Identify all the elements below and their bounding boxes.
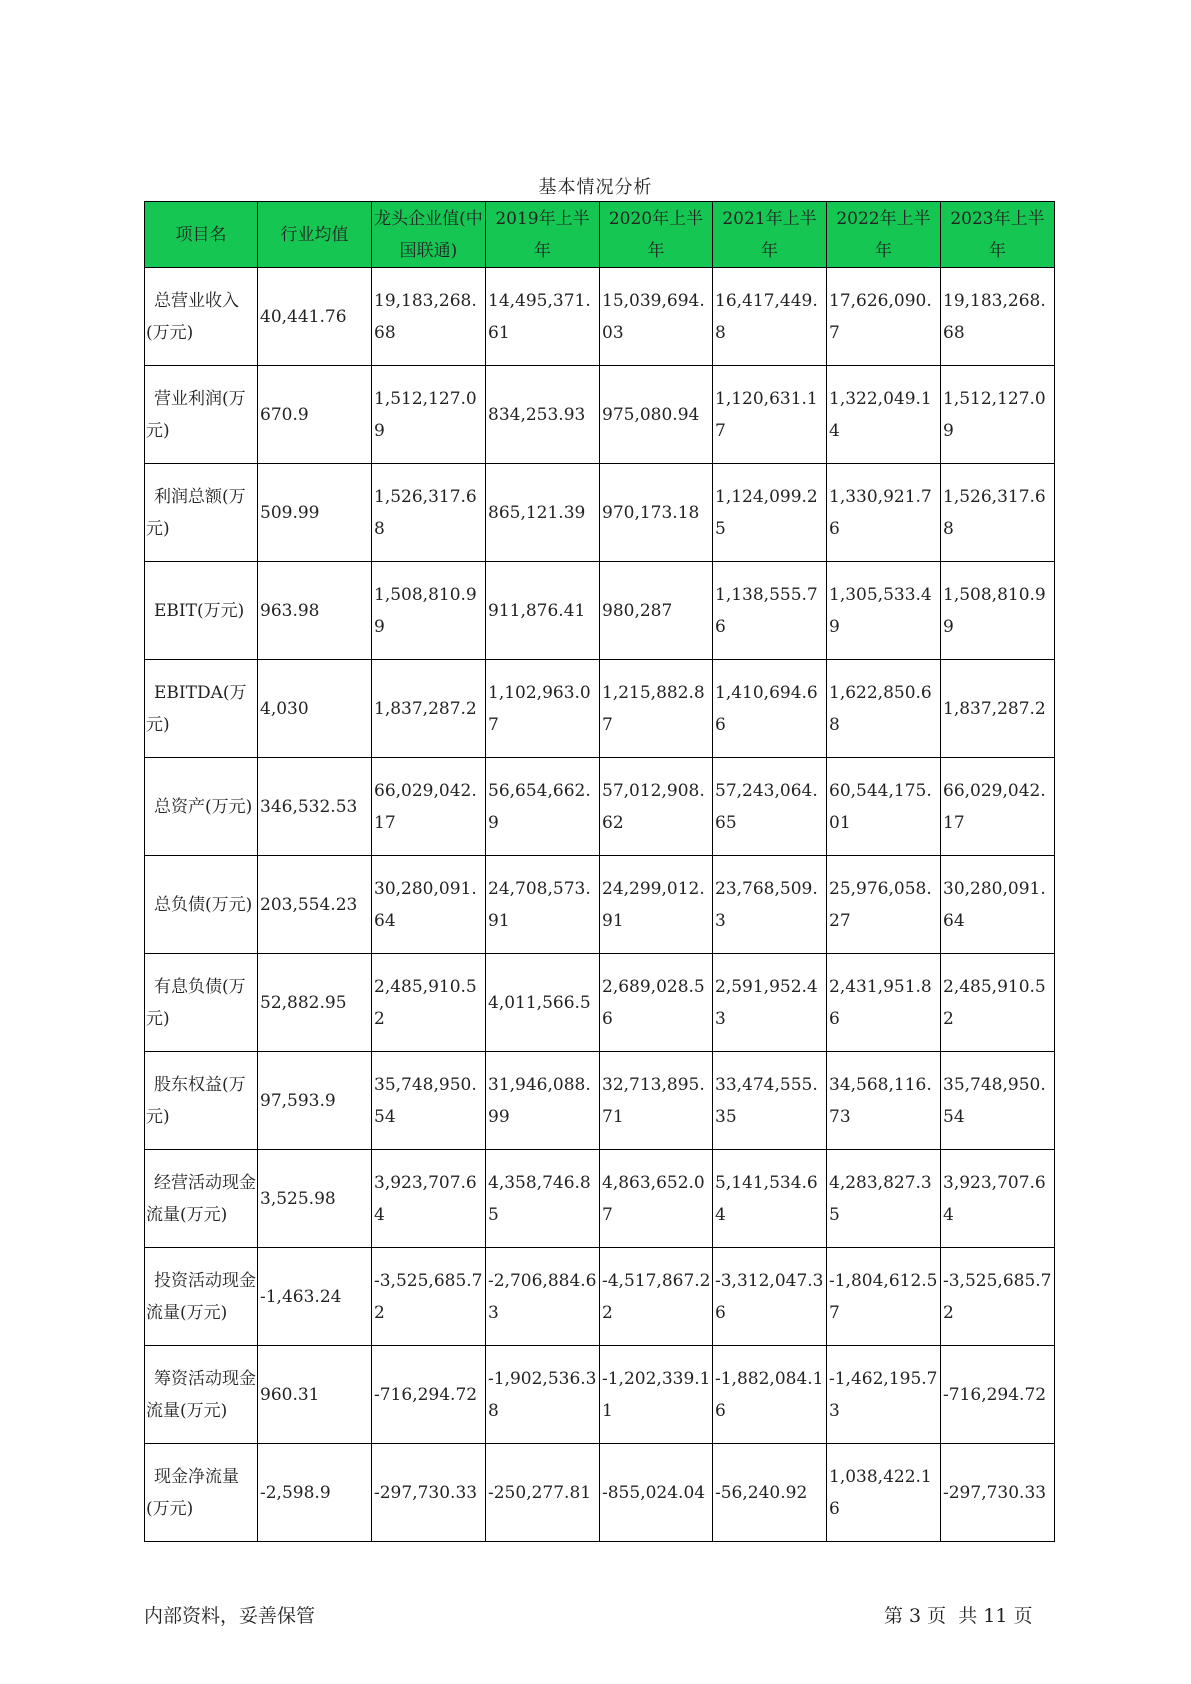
table-title: 基本情况分析 <box>538 177 653 198</box>
table-cell: 66,029,042.17 <box>941 758 1055 856</box>
table-row <box>145 464 1055 562</box>
table-cell: 4,863,652.07 <box>600 1150 713 1248</box>
table-cell: -3,525,685.72 <box>372 1248 486 1346</box>
table-cell: -2,706,884.63 <box>486 1248 600 1346</box>
table-cell: -1,463.24 <box>258 1248 372 1346</box>
table-cell: 23,768,509.3 <box>713 856 827 954</box>
table-cell: 34,568,116.73 <box>827 1052 941 1150</box>
table-row <box>145 1444 1055 1542</box>
table-cell: 1,322,049.14 <box>827 366 941 464</box>
table-cell: 25,976,058.27 <box>827 856 941 954</box>
table-cell: 1,330,921.76 <box>827 464 941 562</box>
table-cell: 346,532.53 <box>258 758 372 856</box>
table-cell: -297,730.33 <box>941 1444 1055 1542</box>
row-label: 总负债(万元) <box>145 856 258 954</box>
table-cell: 3,923,707.64 <box>372 1150 486 1248</box>
table-cell: 14,495,371.61 <box>486 268 600 366</box>
table-cell: 5,141,534.64 <box>713 1150 827 1248</box>
row-label: EBIT(万元) <box>145 562 258 660</box>
table-row <box>145 562 1055 660</box>
row-label: 筹资活动现金流量(万元) <box>145 1346 258 1444</box>
table-row <box>145 856 1055 954</box>
column-header: 项目名 <box>145 202 258 268</box>
table-cell: 2,431,951.86 <box>827 954 941 1052</box>
table-row <box>145 1052 1055 1150</box>
table-cell: 1,038,422.16 <box>827 1444 941 1542</box>
table-cell: 33,474,555.35 <box>713 1052 827 1150</box>
table-row <box>145 1346 1055 1444</box>
table-cell: 1,837,287.2 <box>941 660 1055 758</box>
table-cell: 56,654,662.9 <box>486 758 600 856</box>
table-row <box>145 1248 1055 1346</box>
table-cell: 3,923,707.64 <box>941 1150 1055 1248</box>
table-cell: 32,713,895.71 <box>600 1052 713 1150</box>
table-cell: 1,508,810.99 <box>372 562 486 660</box>
table-cell: 1,512,127.09 <box>372 366 486 464</box>
table-cell: -297,730.33 <box>372 1444 486 1542</box>
table-cell: -2,598.9 <box>258 1444 372 1542</box>
table-cell: 17,626,090.7 <box>827 268 941 366</box>
table-cell: 60,544,175.01 <box>827 758 941 856</box>
table-cell: 963.98 <box>258 562 372 660</box>
table-cell: -855,024.04 <box>600 1444 713 1542</box>
row-label: 投资活动现金流量(万元) <box>145 1248 258 1346</box>
table-cell: -3,312,047.36 <box>713 1248 827 1346</box>
column-header: 2020年上半年 <box>600 202 713 268</box>
column-header: 2021年上半年 <box>713 202 827 268</box>
table-cell: 1,124,099.25 <box>713 464 827 562</box>
table-cell: 4,030 <box>258 660 372 758</box>
table-cell: 52,882.95 <box>258 954 372 1052</box>
table-cell: 911,876.41 <box>486 562 600 660</box>
table-cell: 97,593.9 <box>258 1052 372 1150</box>
table-cell: 1,526,317.68 <box>372 464 486 562</box>
table-cell: 970,173.18 <box>600 464 713 562</box>
table-cell: -250,277.81 <box>486 1444 600 1542</box>
row-label: 股东权益(万元) <box>145 1052 258 1150</box>
table-cell: -1,882,084.16 <box>713 1346 827 1444</box>
table-cell: -1,804,612.57 <box>827 1248 941 1346</box>
table-cell: 40,441.76 <box>258 268 372 366</box>
table-cell: -1,902,536.38 <box>486 1346 600 1444</box>
table-cell: 1,837,287.2 <box>372 660 486 758</box>
table-cell: 30,280,091.64 <box>941 856 1055 954</box>
row-label: 总资产(万元) <box>145 758 258 856</box>
column-header: 龙头企业值(中国联通) <box>372 202 486 268</box>
table-cell: 960.31 <box>258 1346 372 1444</box>
table-cell: 2,485,910.52 <box>372 954 486 1052</box>
row-label: 总营业收入(万元) <box>145 268 258 366</box>
table-cell: 57,012,908.62 <box>600 758 713 856</box>
column-header: 行业均值 <box>258 202 372 268</box>
table-cell: 975,080.94 <box>600 366 713 464</box>
table-cell: 1,215,882.87 <box>600 660 713 758</box>
table-row <box>145 660 1055 758</box>
table-cell: 16,417,449.8 <box>713 268 827 366</box>
table-cell: -56,240.92 <box>713 1444 827 1542</box>
table-row <box>145 366 1055 464</box>
table-cell: 203,554.23 <box>258 856 372 954</box>
row-label: 营业利润(万元) <box>145 366 258 464</box>
row-label: 有息负债(万元) <box>145 954 258 1052</box>
table-cell: 1,410,694.66 <box>713 660 827 758</box>
table-cell: 2,689,028.56 <box>600 954 713 1052</box>
table-cell: 19,183,268.68 <box>941 268 1055 366</box>
table-cell: 19,183,268.68 <box>372 268 486 366</box>
table-cell: 1,526,317.68 <box>941 464 1055 562</box>
table-cell: 1,305,533.49 <box>827 562 941 660</box>
column-header: 2023年上半年 <box>941 202 1055 268</box>
table-cell: -716,294.72 <box>372 1346 486 1444</box>
table-cell: 4,283,827.35 <box>827 1150 941 1248</box>
table-cell: 1,120,631.17 <box>713 366 827 464</box>
table-cell: 834,253.93 <box>486 366 600 464</box>
table-cell: 2,591,952.43 <box>713 954 827 1052</box>
table-cell: -716,294.72 <box>941 1346 1055 1444</box>
table-cell: -1,202,339.11 <box>600 1346 713 1444</box>
table-cell: 31,946,088.99 <box>486 1052 600 1150</box>
table-cell: 30,280,091.64 <box>372 856 486 954</box>
table-cell: 57,243,064.65 <box>713 758 827 856</box>
table-cell: 980,287 <box>600 562 713 660</box>
table-cell: -4,517,867.22 <box>600 1248 713 1346</box>
table-cell: 2,485,910.52 <box>941 954 1055 1052</box>
table-cell: 24,708,573.91 <box>486 856 600 954</box>
table-cell: 1,622,850.68 <box>827 660 941 758</box>
table-row <box>145 1150 1055 1248</box>
column-header: 2019年上半年 <box>486 202 600 268</box>
table-cell: 3,525.98 <box>258 1150 372 1248</box>
table-cell: -1,462,195.73 <box>827 1346 941 1444</box>
table-cell: 4,358,746.85 <box>486 1150 600 1248</box>
table-cell: 1,512,127.09 <box>941 366 1055 464</box>
table-cell: 1,138,555.76 <box>713 562 827 660</box>
table-cell: 24,299,012.91 <box>600 856 713 954</box>
page-number: 第 3 页 共 11 页 <box>884 1605 1033 1627</box>
table-cell: -3,525,685.72 <box>941 1248 1055 1346</box>
table-cell: 509.99 <box>258 464 372 562</box>
table-row <box>145 954 1055 1052</box>
row-label: 利润总额(万元) <box>145 464 258 562</box>
table-row <box>145 758 1055 856</box>
table-cell: 865,121.39 <box>486 464 600 562</box>
table-cell: 35,748,950.54 <box>941 1052 1055 1150</box>
table-cell: 66,029,042.17 <box>372 758 486 856</box>
table-cell: 670.9 <box>258 366 372 464</box>
table-cell: 15,039,694.03 <box>600 268 713 366</box>
table-cell: 35,748,950.54 <box>372 1052 486 1150</box>
analysis-table <box>144 201 1055 1542</box>
confidential-note: 内部资料，妥善保管 <box>144 1605 316 1627</box>
row-label: 经营活动现金流量(万元) <box>145 1150 258 1248</box>
row-label: EBITDA(万元) <box>145 660 258 758</box>
table-cell: 1,102,963.07 <box>486 660 600 758</box>
row-label: 现金净流量(万元) <box>145 1444 258 1542</box>
column-header: 2022年上半年 <box>827 202 941 268</box>
table-header-row <box>145 202 1055 268</box>
table-cell: 4,011,566.5 <box>486 954 600 1052</box>
table-cell: 1,508,810.99 <box>941 562 1055 660</box>
table-row <box>145 268 1055 366</box>
